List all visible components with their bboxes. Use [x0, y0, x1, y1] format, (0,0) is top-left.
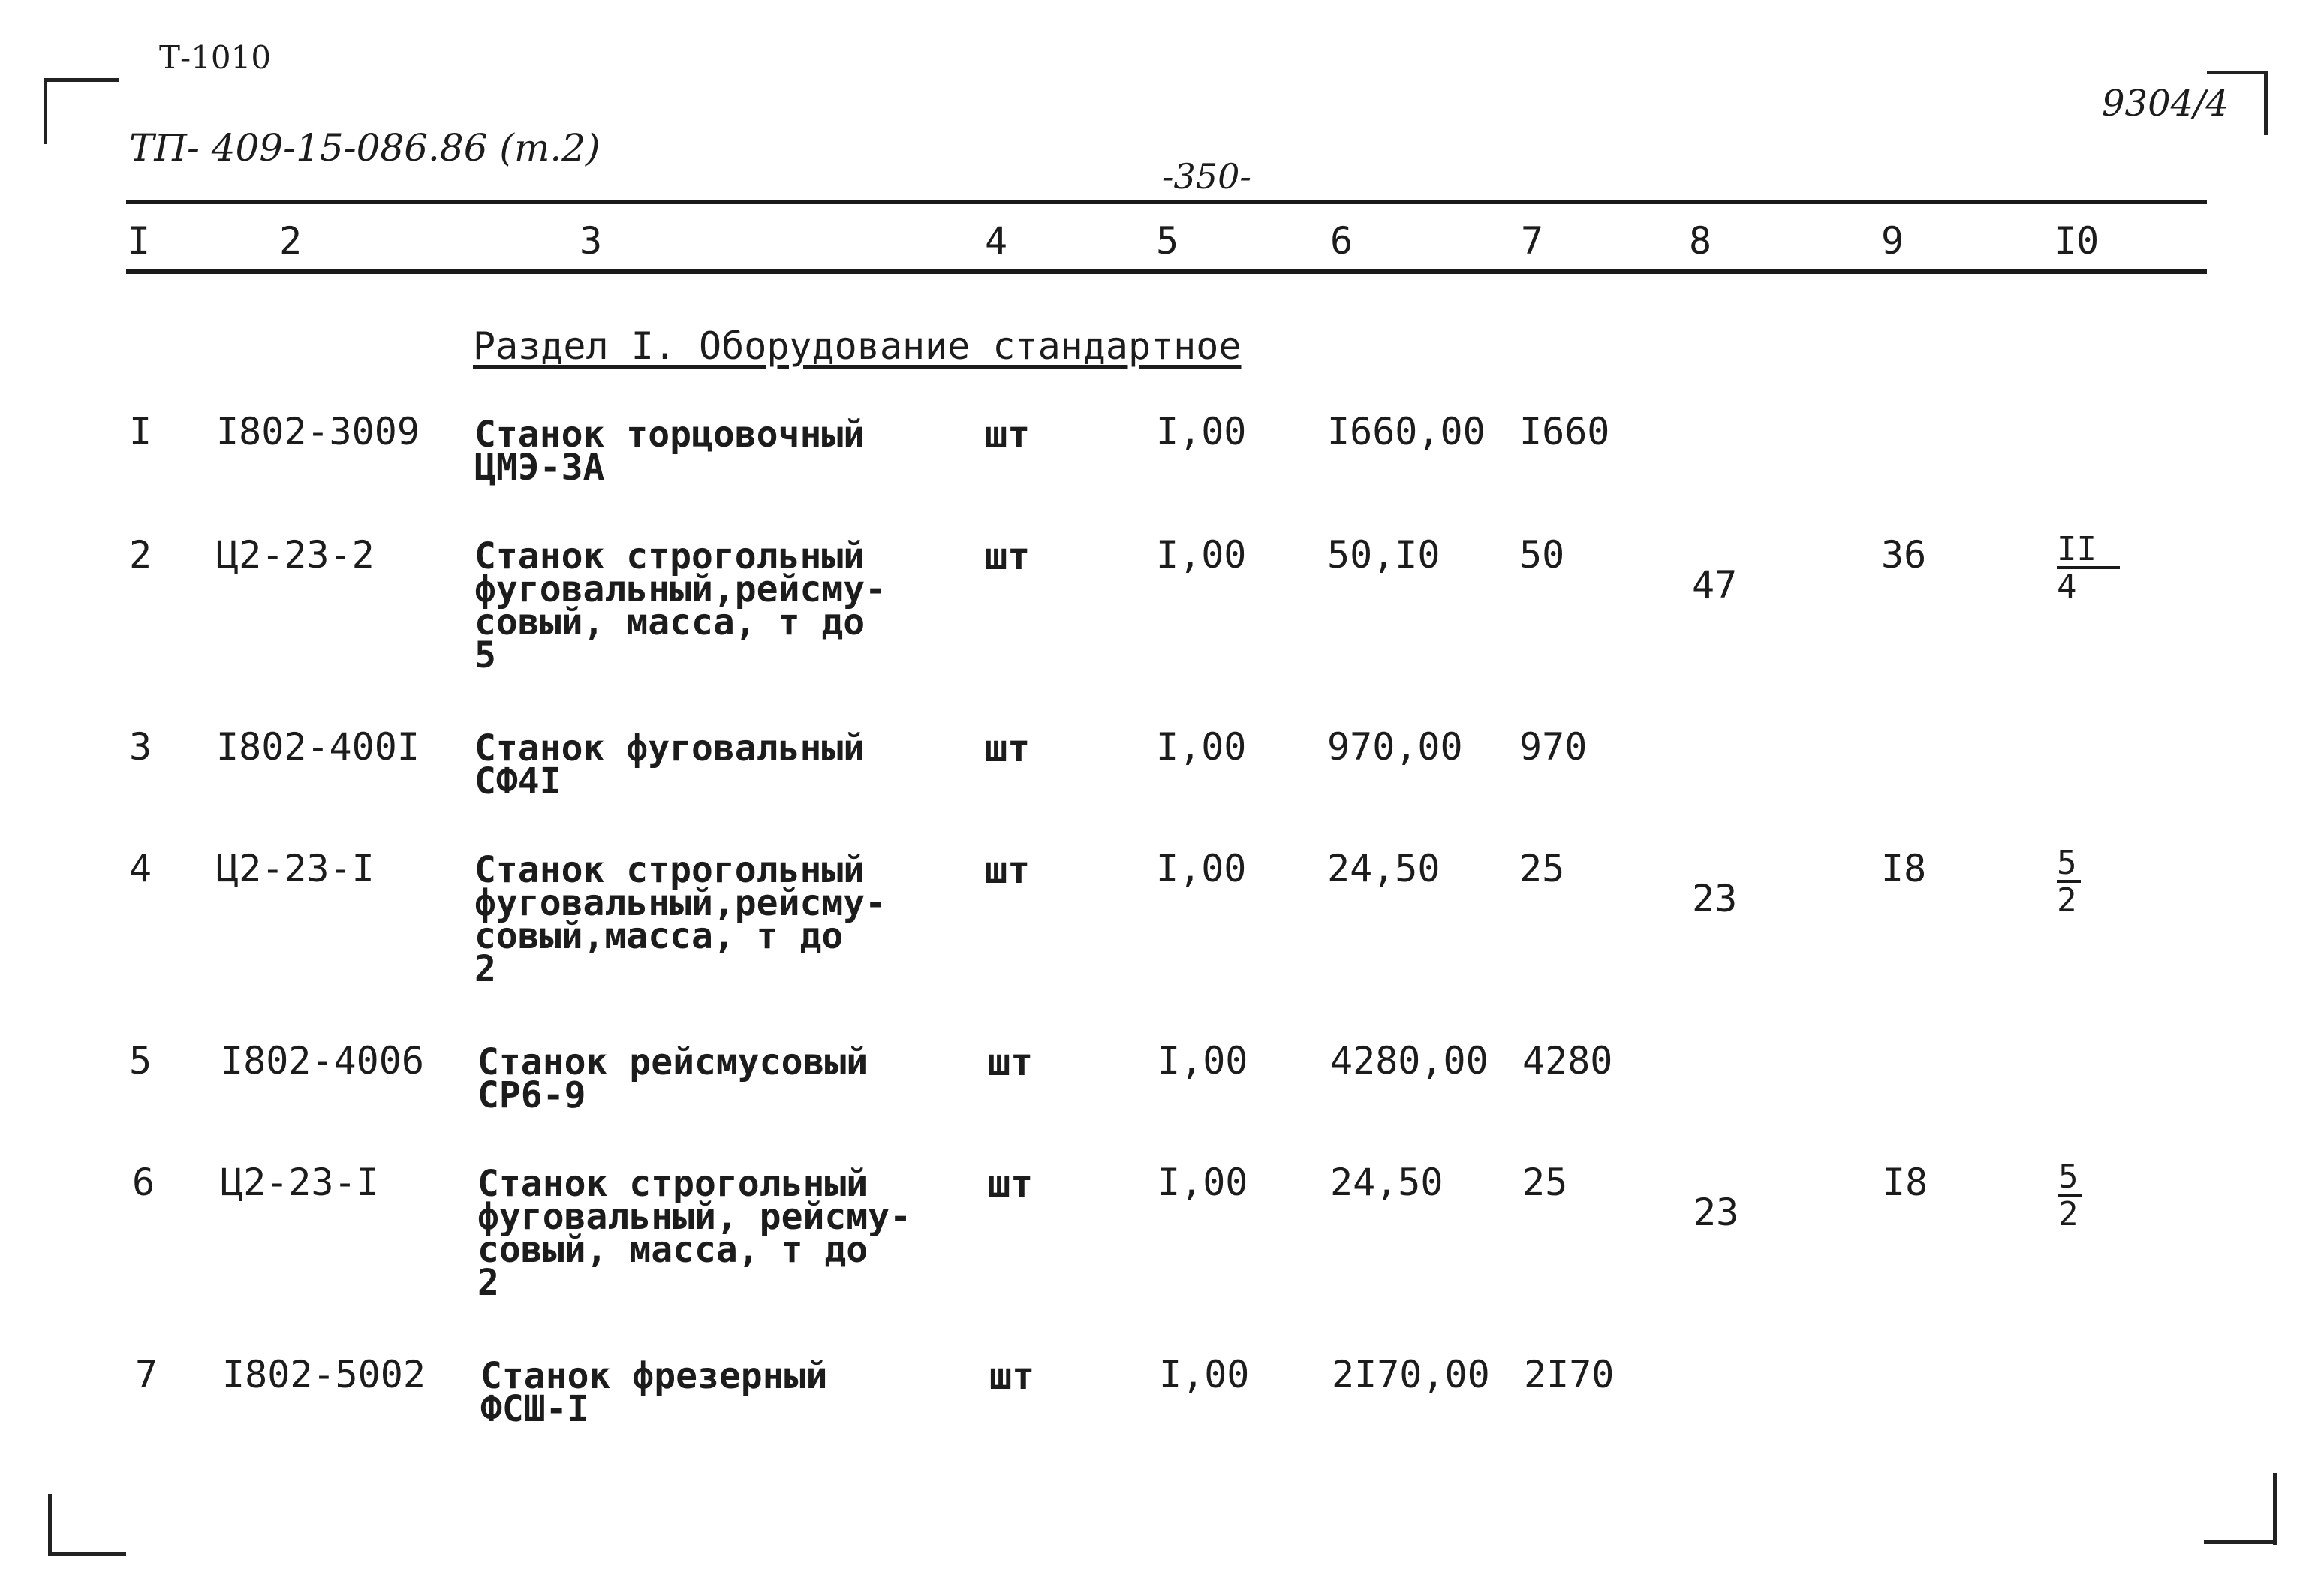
column-number: 8 [1689, 219, 1712, 263]
row-unit: шт [988, 1162, 1034, 1206]
row-col10-numerator: 5 [2057, 844, 2077, 882]
row-number: I [129, 410, 152, 453]
row-col8: 23 [1693, 1191, 1739, 1234]
row-total: 50 [1519, 533, 1565, 577]
row-description-line: совый, масса, т до [477, 1229, 869, 1271]
row-description-line: Станок фуговальный [474, 727, 866, 769]
row-col10-fraction [2057, 844, 2081, 920]
frame-corner-bottom-left-h [48, 1552, 126, 1556]
row-col8: 47 [1692, 563, 1738, 607]
row-price: I660,00 [1327, 410, 1486, 453]
row-description-line: Станок строгольный [474, 849, 866, 891]
column-number: I [128, 219, 151, 263]
row-col9: I8 [1881, 847, 1927, 890]
row-description-line: Станок строгольный [477, 1163, 869, 1205]
row-quantity: I,00 [1156, 533, 1247, 577]
row-description-line: 2 [474, 948, 496, 990]
row-code: I802-3009 [216, 410, 420, 453]
column-number: 6 [1330, 219, 1353, 263]
row-price: 2I70,00 [1332, 1353, 1490, 1396]
row-description-line: 2 [477, 1262, 499, 1304]
frame-corner-bottom-left-v [48, 1494, 52, 1555]
section-title: Раздел I. Оборудование стандартное [473, 324, 1242, 368]
row-description-line: 5 [474, 634, 496, 676]
row-description-line: совый, масса, т до [474, 601, 866, 643]
row-total: 2I70 [1524, 1353, 1615, 1396]
column-number: I0 [2054, 219, 2100, 263]
row-number: 6 [132, 1161, 155, 1204]
column-number: 4 [985, 219, 1008, 263]
row-description-line: Станок фрезерный [480, 1355, 828, 1397]
row-price: 24,50 [1330, 1161, 1444, 1204]
page-number: -350- [1162, 156, 1251, 197]
row-description-line: СФ4I [474, 760, 561, 803]
column-number: 5 [1156, 219, 1179, 263]
row-col10-fraction [2057, 530, 2120, 606]
row-col10-denominator: 2 [2057, 881, 2077, 920]
row-description-line: ФСШ-I [480, 1388, 589, 1430]
row-col8: 23 [1692, 877, 1738, 920]
document-number: ТП- 409-15-086.86 (т.2) [129, 126, 601, 170]
row-col10-numerator: 5 [2058, 1158, 2079, 1196]
frame-corner-bottom-right-v [2273, 1473, 2277, 1545]
row-description-line: СР6-9 [477, 1074, 586, 1116]
row-price: 4280,00 [1330, 1039, 1489, 1083]
row-description-line: совый,масса, т до [474, 915, 844, 957]
row-description-line: ЦМЭ-3А [474, 447, 605, 489]
row-col10-fraction [2058, 1158, 2082, 1233]
row-number: 2 [129, 533, 152, 577]
row-quantity: I,00 [1159, 1353, 1250, 1396]
row-col9: I8 [1883, 1161, 1928, 1204]
table-header-bottom-rule [126, 269, 2207, 274]
frame-corner-top-right-v [2264, 71, 2268, 135]
series-code: Т-1010 [159, 39, 272, 76]
row-price: 970,00 [1327, 725, 1463, 769]
row-total: 970 [1519, 725, 1588, 769]
row-col10-denominator: 2 [2058, 1195, 2079, 1233]
row-col10-denominator: 4 [2057, 568, 2077, 606]
row-code: Ц2-23-I [216, 847, 375, 890]
row-price: 24,50 [1327, 847, 1440, 890]
row-unit: шт [985, 727, 1031, 770]
column-number: 2 [279, 219, 303, 263]
table-top-rule [126, 200, 2207, 204]
row-price: 50,I0 [1327, 533, 1440, 577]
row-number: 5 [129, 1039, 152, 1083]
row-col10-numerator: II [2057, 530, 2097, 568]
row-number: 7 [135, 1353, 158, 1396]
row-total: 4280 [1522, 1039, 1613, 1083]
column-number: 7 [1521, 219, 1544, 263]
frame-corner-top-left-v [44, 78, 47, 144]
row-description-line: Станок строгольный [474, 535, 866, 577]
row-quantity: I,00 [1158, 1161, 1248, 1204]
row-description-line: фуговальный,рейсму- [474, 568, 887, 610]
row-description-line: фуговальный,рейсму- [474, 882, 887, 924]
row-number: 4 [129, 847, 152, 890]
row-total: 25 [1519, 847, 1565, 890]
row-unit: шт [988, 1040, 1034, 1084]
row-quantity: I,00 [1156, 847, 1247, 890]
row-code: Ц2-23-2 [216, 533, 375, 577]
row-unit: шт [985, 535, 1031, 578]
row-total: I660 [1519, 410, 1610, 453]
row-quantity: I,00 [1156, 725, 1247, 769]
row-code: Ц2-23-I [221, 1161, 379, 1204]
row-quantity: I,00 [1156, 410, 1247, 453]
row-description-line: Станок рейсмусовый [477, 1041, 869, 1083]
column-number: 3 [580, 219, 603, 263]
frame-corner-top-right-h [2207, 71, 2267, 74]
row-unit: шт [985, 413, 1031, 456]
row-unit: шт [989, 1354, 1035, 1398]
frame-corner-top-left-h [44, 78, 119, 82]
row-quantity: I,00 [1158, 1039, 1248, 1083]
row-col9: 36 [1881, 533, 1927, 577]
row-code: I802-4006 [221, 1039, 424, 1083]
row-code: I802-400I [216, 725, 420, 769]
row-unit: шт [985, 848, 1031, 892]
row-description-line: фуговальный, рейсму- [477, 1196, 911, 1238]
row-number: 3 [129, 725, 152, 769]
row-code: I802-5002 [222, 1353, 426, 1396]
archive-number: 9304/4 [2102, 83, 2229, 125]
row-description-line: Станок торцовочный [474, 414, 866, 456]
column-number: 9 [1881, 219, 1904, 263]
row-total: 25 [1522, 1161, 1568, 1204]
frame-corner-bottom-right-h [2204, 1540, 2276, 1544]
